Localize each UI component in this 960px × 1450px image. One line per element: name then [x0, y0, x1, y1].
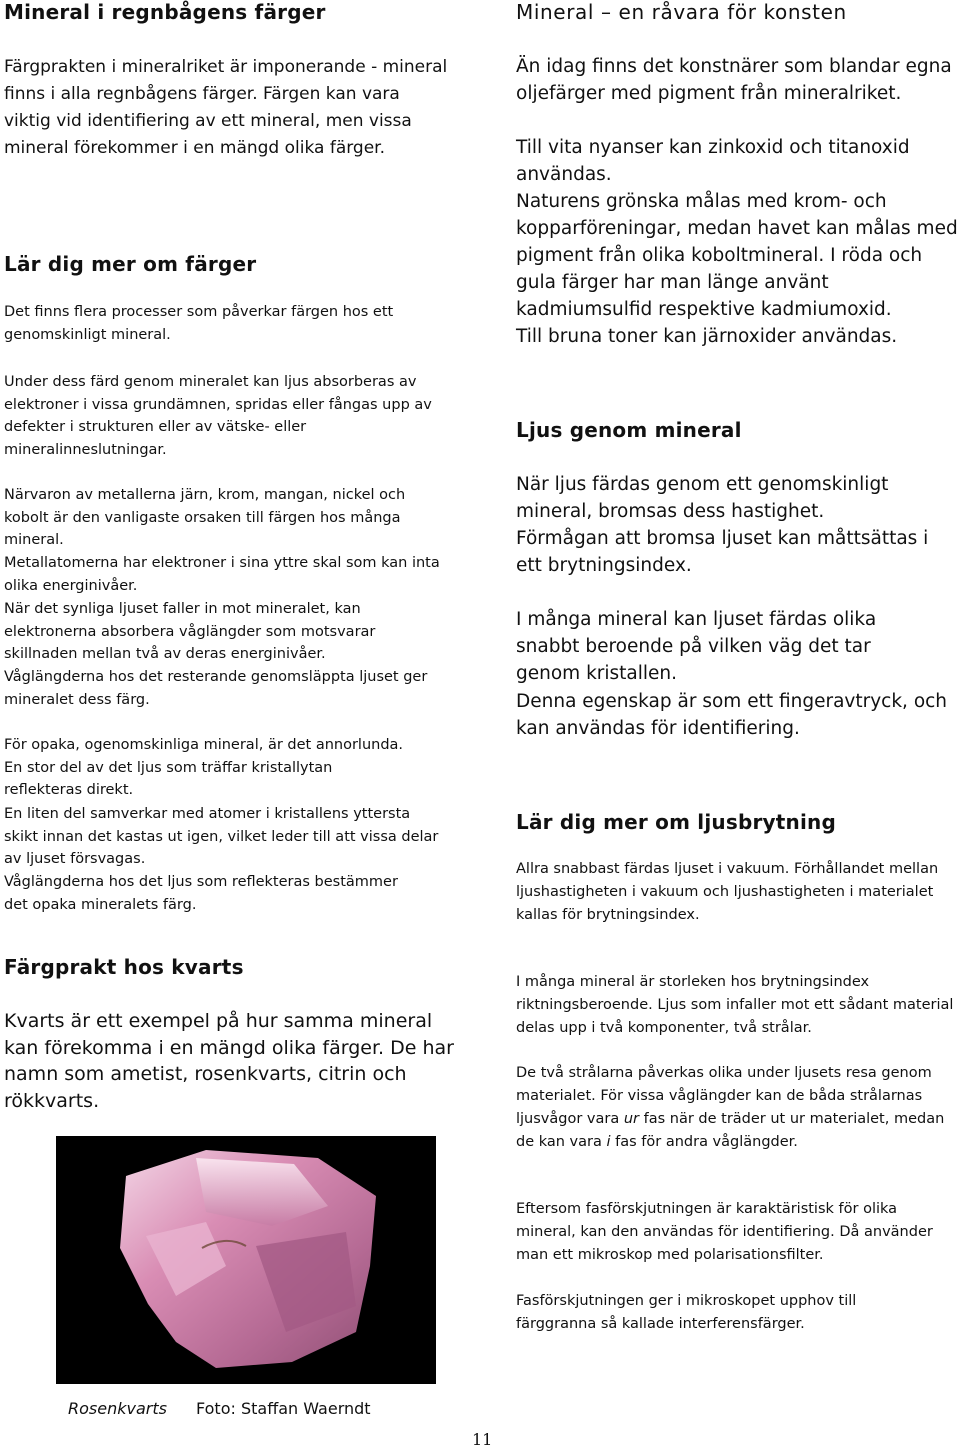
paragraph-different-speed: I många mineral kan ljuset färdas olika snabbt beroende på vilken väg det tar genom kristallen. [516, 609, 877, 684]
two-rays-text-b: fas när de träder ut ur materialet, medan de kan vara [516, 1111, 945, 1150]
paragraph-vacuum: Allra snabbast färdas ljuset i vakuum. Förhållandet mellan ljushastigheten i vakuum och ljushastigheten i materialet kallas för brytningsindex. [516, 861, 939, 923]
paragraph-processes: Det finns flera processer som påverkar färgen hos ett genomskinligt mineral. [4, 304, 394, 343]
paragraph-phase-shift: Eftersom fasförskjutningen är karaktäristisk för olika mineral, kan den användas för identifiering. Då använder man ett mikroskop med polarisationsfilter. [516, 1201, 933, 1263]
paragraph-light-slows: När ljus färdas genom ett genomskinligt mineral, bromsas dess hastighet. [516, 474, 889, 522]
paragraph-wavelengths: Våglängderna hos det resterande genomsläppta ljuset ger mineralet dess färg. [4, 669, 428, 708]
heading-learn-colors: Lär dig mer om färger [4, 252, 257, 276]
paragraph-fingerprint: Denna egenskap är som ett fingeravtryck, och kan användas för identifiering. [516, 691, 948, 739]
heading-quartz-colors: Färgprakt hos kvarts [4, 955, 244, 979]
paragraph-brown: Till bruna toner kan järnoxider användas. [516, 326, 898, 347]
heading-learn-refraction: Lär dig mer om ljusbrytning [516, 810, 836, 834]
heading-rainbow-colors: Mineral i regnbågens färger [4, 0, 326, 24]
paragraph-two-rays [516, 1062, 956, 1154]
paragraph-interference: Fasförskjutningen ger i mikroskopet upphov till färggranna så kallade interferensfärger. [516, 1293, 857, 1332]
paragraph-metal-atoms: Metallatomerna har elektroner i sina yttre skal som kan inta olika energinivåer. [4, 555, 440, 594]
two-rays-text-a: De två strålarna påverkas olika under ljusets resa genom materialet. För vissa våglängder kan de båda strålarnas ljusvågor vara [516, 1065, 932, 1127]
rose-quartz-image [56, 1136, 436, 1384]
photo-caption-name: Rosenkvarts [68, 1399, 167, 1418]
paragraph-absorption: Under dess färd genom mineralet kan ljus absorberas av elektroner i vissa grundämnen, spridas eller fångas upp av defekter i strukturen eller av vätske- eller mineralinneslutningar. [4, 374, 432, 458]
paragraph-artists: Än idag finns det konstnärer som blandar egna oljefärger med pigment från mineralriket. [516, 56, 952, 104]
two-rays-i: i [606, 1134, 611, 1150]
paragraph-green-blue-red: Naturens grönska målas med krom- och kopparföreningar, medan havet kan målas med pigment från olika koboltmineral. I röda och gula färger har man länge använt kadmiumsulfid respektive kadmiumoxid. [516, 191, 958, 320]
paragraph-metals: Närvaron av metallerna järn, krom, mangan, nickel och kobolt är den vanligaste orsaken till färgen hos många mineral. [4, 487, 406, 548]
photo-credit: Foto: Staffan Waerndt [196, 1399, 371, 1418]
paragraph-opaque: För opaka, ogenomskinliga mineral, är det annorlunda. En stor del av det ljus som träffar kristallytan reflekteras direkt. [4, 737, 404, 798]
page-number: 11 [472, 1430, 493, 1449]
paragraph-white: Till vita nyanser kan zinkoxid och titanoxid användas. [516, 137, 910, 185]
paragraph-quartz: Kvarts är ett exempel på hur samma mineral kan förekomma i en mängd olika färger. De har namn som ametist, rosenkvarts, citrin och rökkvarts. [4, 1010, 454, 1112]
intro-paragraph: Färgprakten i mineralriket är imponerande - mineral finns i alla regnbågens färger. Färgen kan vara viktig vid identifiering av ett mineral, men vissa mineral förekommer i en mängd olika färger. [4, 57, 448, 158]
two-rays-text-c: fas för andra våglängder. [610, 1134, 798, 1150]
heading-raw-material-art: Mineral – en råvara för konsten [516, 0, 847, 24]
paragraph-direction-dependent: I många mineral är storleken hos brytningsindex riktningsberoende. Ljus som infaller mot ett sådant material delas upp i två komponenter, två strålar. [516, 974, 954, 1036]
heading-light-through-minerals: Ljus genom mineral [516, 418, 742, 442]
rose-quartz-photo [56, 1136, 436, 1384]
two-rays-ur: ur [623, 1111, 639, 1127]
paragraph-outer-layer: En liten del samverkar med atomer i kristallens yttersta skikt innan det kastas ut igen, vilket leder till att vissa delar av ljuset försvagas. [4, 806, 439, 867]
paragraph-visible-light: När det synliga ljuset faller in mot mineralet, kan elektronerna absorbera våglängder som motsvarar skillnaden mellan två av deras energinivåer. [4, 601, 376, 662]
paragraph-refractive-index: Förmågan att bromsa ljuset kan måttsättas i ett brytningsindex. [516, 528, 929, 576]
paragraph-reflected-color: Våglängderna hos det ljus som reflekteras bestämmer det opaka mineralets färg. [4, 874, 398, 913]
